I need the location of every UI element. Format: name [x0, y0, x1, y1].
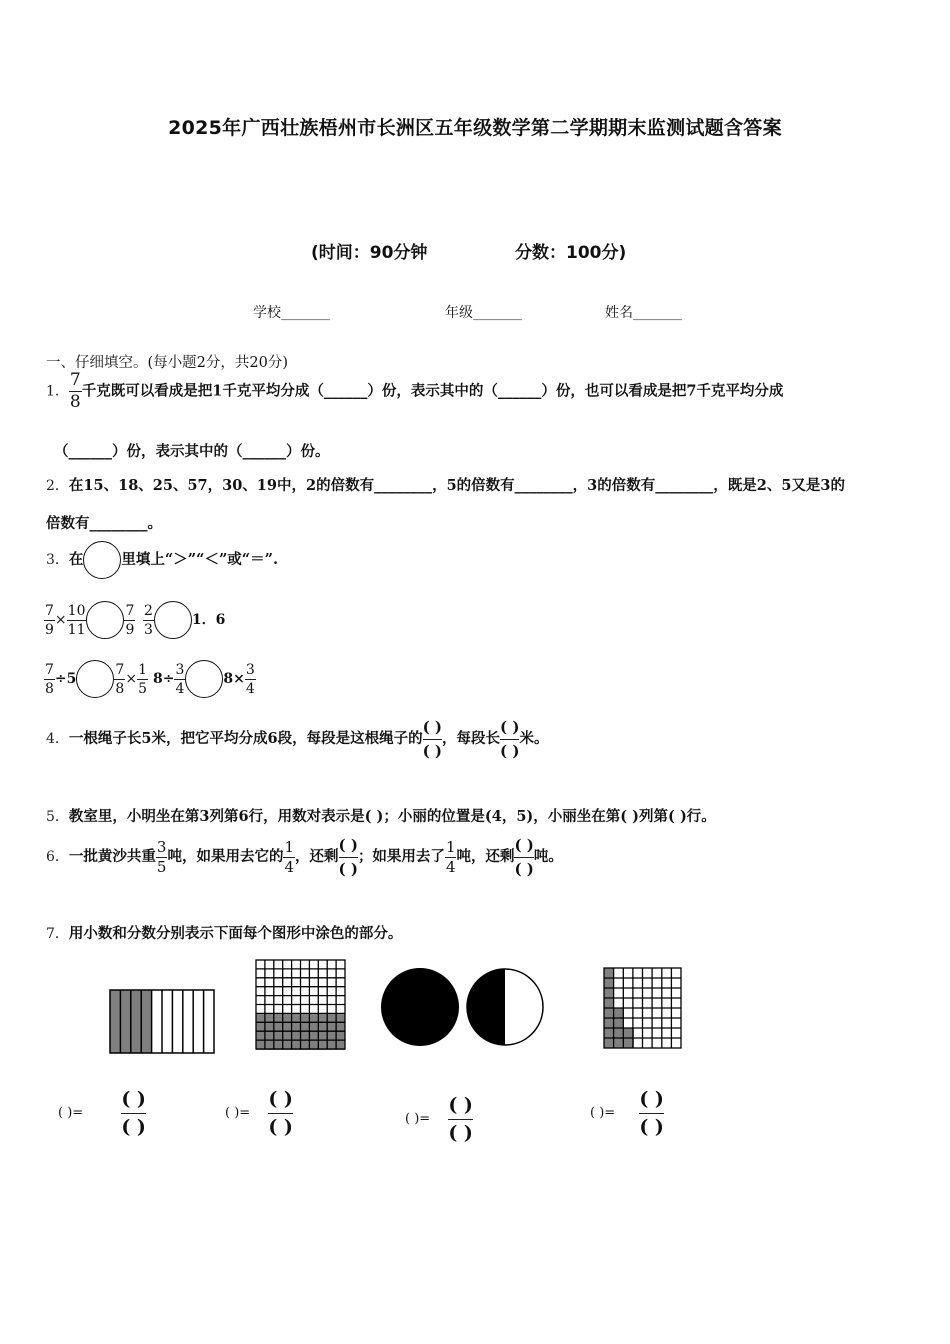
answer-circle[interactable] — [154, 601, 192, 639]
question-text: ，还剩 — [295, 848, 339, 865]
question-text: 在 — [68, 551, 84, 568]
question-text: 教室里，小明坐在第3列第6行，用数对表示是( )；小丽的位置是(4，5)，小丽坐在第( )列第( )行。 — [68, 808, 716, 825]
q7-figures — [0, 950, 950, 1070]
blank-fraction[interactable]: ( ) ( ) — [514, 836, 534, 878]
fraction: $\frac{1}{4}$ — [445, 837, 456, 876]
question-text: 千克既可以看成是把1千克平均分成（______）份，表示其中的（______）份，也可以看成是把7千克平均分成 — [81, 382, 784, 400]
question-3 — [46, 541, 278, 579]
circles-figure — [381, 968, 543, 1046]
answer-blank-1[interactable]: ( )= ( ) ( ) — [58, 1088, 146, 1138]
question-number: 5． — [46, 809, 69, 825]
blank-fraction[interactable]: ( ) ( ) — [500, 718, 520, 760]
question-text: 吨，如果用去它的 — [167, 848, 284, 865]
school-field[interactable]: 学校_______ — [253, 305, 330, 321]
fraction: $\frac{7}{9}$ — [125, 602, 135, 638]
hundred-grid-figure — [256, 960, 345, 1050]
fraction: $\frac{3}{4}$ — [245, 661, 255, 697]
question-text: 吨。 — [533, 848, 563, 865]
exam-score: 分数：100分) — [515, 243, 627, 263]
question-7 — [46, 922, 402, 943]
name-field[interactable]: 姓名_______ — [605, 305, 682, 321]
question-number: 3． — [46, 552, 69, 568]
question-text: ，每段长 — [442, 730, 501, 747]
strip-figure — [110, 990, 214, 1053]
question-2-cont: 倍数有________。 — [46, 515, 162, 532]
question-number: 6． — [46, 849, 69, 865]
blank-fraction[interactable]: ( ) ( ) — [338, 836, 358, 878]
question-text: 里填上“＞”“＜”或“＝”. — [121, 551, 279, 568]
fraction: $\frac{3}{4}$ — [175, 661, 185, 697]
question-text: 米。 — [519, 730, 549, 747]
full-shaded-circle — [381, 968, 459, 1046]
question-text: 一根绳子长5米，把它平均分成6段，每段是这根绳子的 — [68, 730, 423, 747]
fraction: $\frac{1}{4}$ — [284, 837, 295, 876]
answer-circle[interactable] — [83, 541, 121, 579]
question-1 — [46, 372, 783, 411]
question-text: 一批黄沙共重 — [68, 848, 156, 865]
exam-time: (时间：90分钟 — [311, 243, 428, 263]
question-1-cont: （______）份，表示其中的（______）份。 — [54, 443, 330, 460]
fraction: $\frac{3}{5}$ — [156, 837, 167, 876]
section-heading: 一、仔细填空。(每小题2分，共20分) — [46, 355, 288, 371]
question-number: 1． — [46, 383, 69, 400]
answer-circle[interactable] — [76, 660, 114, 698]
answer-circle[interactable] — [185, 660, 223, 698]
question-number: 7． — [46, 926, 69, 942]
question-text: 用小数和分数分别表示下面每个图形中涂色的部分。 — [68, 925, 403, 942]
fraction: $\frac{1}{5}$ — [138, 661, 147, 697]
fraction: $\frac{7}{8}$ — [69, 370, 81, 412]
question-6 — [46, 836, 563, 878]
answer-blank-4[interactable]: ( )= ( ) ( ) — [590, 1088, 664, 1138]
question-text: ；如果用去了 — [357, 848, 445, 865]
question-text: 在15、18、25、57，30、19中，2的倍数有________，5的倍数有________，3的倍数有________，既是2、5又是3的 — [68, 477, 846, 494]
q3-row1-right: $\frac{2}{3}$ 1．6 — [144, 602, 226, 638]
question-2 — [46, 474, 845, 495]
blank-fraction[interactable]: ( ) ( ) — [422, 718, 443, 760]
fraction: $\frac{7}{8}$ — [115, 661, 125, 697]
answer-circle[interactable] — [86, 601, 124, 639]
question-text: 吨，还剩 — [456, 848, 515, 865]
question-4 — [46, 718, 548, 760]
answer-blank-2[interactable]: ( )= ( ) ( ) — [225, 1088, 293, 1138]
square-grid-figure — [604, 968, 681, 1048]
question-5 — [46, 805, 716, 826]
page-title: 2025年广西壮族梧州市长洲区五年级数学第二学期期末监测试题含答案 — [168, 117, 782, 139]
answer-blank-3[interactable]: ( )= ( ) ( ) — [405, 1094, 473, 1144]
fraction: $\frac{2}{3}$ — [144, 602, 153, 638]
q3-row2-right: 8÷ $\frac{3}{4}$ 8× $\frac{3}{4}$ — [153, 661, 255, 697]
fraction: $\frac{10}{11}$ — [67, 602, 86, 638]
grade-field[interactable]: 年级_______ — [445, 305, 522, 321]
q3-row2-left: $\frac{7}{8}$ ÷5 $\frac{7}{8}$ × $\frac{1}{5}$ — [45, 661, 147, 697]
q3-row1-left: $\frac{7}{9}$ × $\frac{10}{11}$ $\frac{7}{9}$ — [45, 602, 135, 638]
fraction: $\frac{7}{9}$ — [45, 602, 54, 638]
question-number: 4． — [46, 731, 69, 747]
question-number: 2． — [46, 478, 69, 494]
fraction: $\frac{7}{8}$ — [45, 661, 54, 697]
